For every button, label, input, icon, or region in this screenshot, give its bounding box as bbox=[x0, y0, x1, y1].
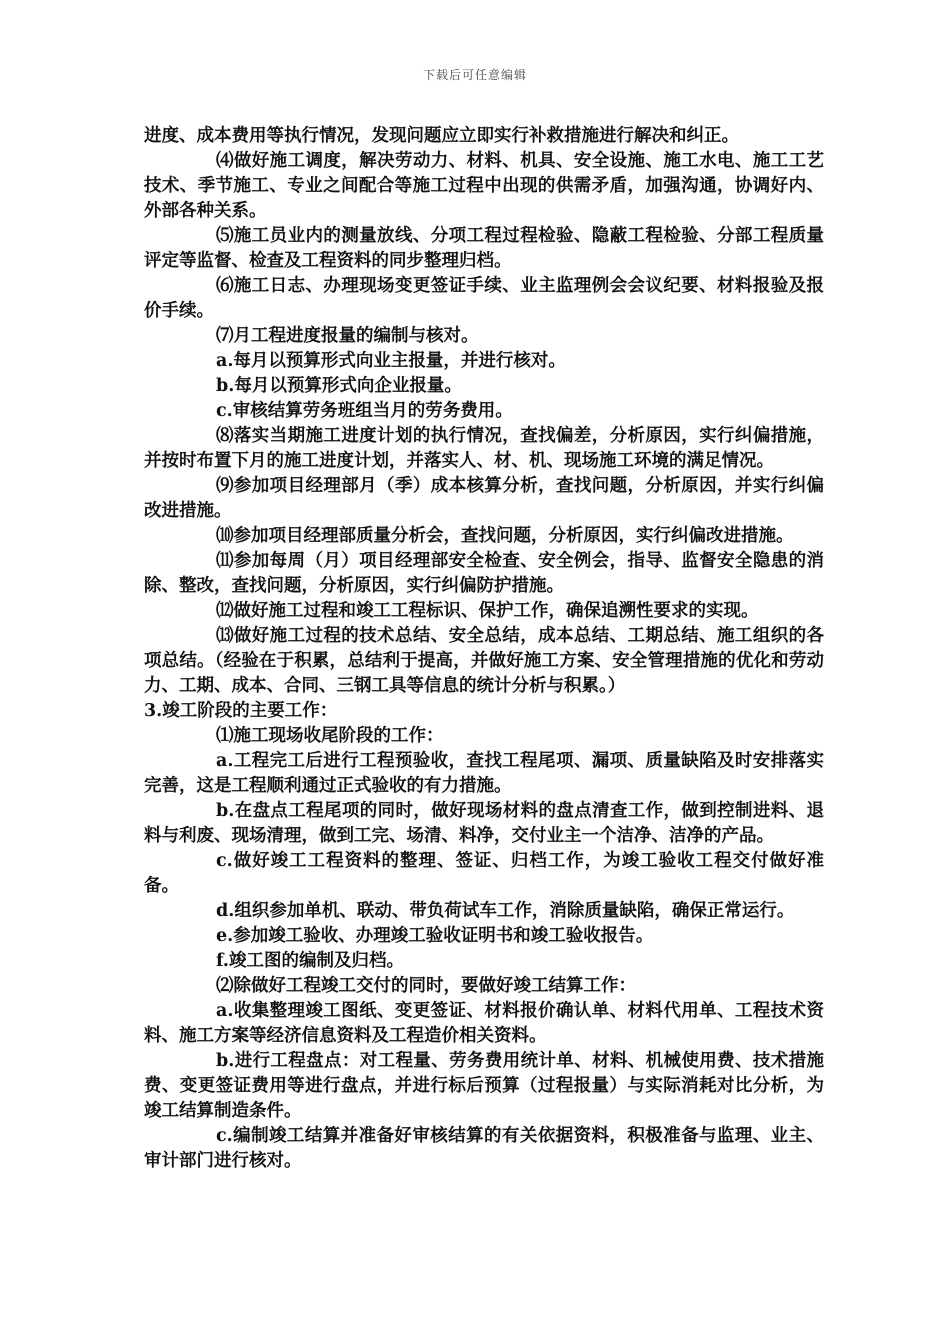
paragraph: 进度、成本费用等执行情况，发现问题应立即实行补救措施进行解决和纠正。 bbox=[144, 126, 739, 146]
paragraph: f.竣工图的编制及归档。 bbox=[216, 951, 404, 971]
paragraph: ⑼参加项目经理部月（季）成本核算分析，查找问题，分析原因，并实行纠偏改进措施。 bbox=[144, 476, 824, 521]
paragraph: a.每月以预算形式向业主报量，并进行核对。 bbox=[216, 351, 566, 371]
paragraph: ⑽参加项目经理部质量分析会，查找问题，分析原因，实行纠偏改进措施。 bbox=[216, 526, 794, 546]
paragraph: d.组织参加单机、联动、带负荷试车工作，消除质量缺陷，确保正常运行。 bbox=[216, 901, 795, 921]
paragraph: ⑻落实当期施工进度计划的执行情况，查找偏差，分析原因，实行纠偏措施，并按时布置下月的施工进度计划，并落实人、材、机、现场施工环境的满足情况。 bbox=[144, 426, 824, 471]
paragraph: ⑵除做好工程竣工交付的同时，要做好竣工结算工作： bbox=[216, 976, 636, 996]
paragraph: b.进行工程盘点：对工程量、劳务费用统计单、材料、机械使用费、技术措施费、变更签证费用等进行盘点，并进行标后预算（过程报量）与实际消耗对比分析，为竣工结算制造条件。 bbox=[144, 1051, 824, 1121]
paragraph: ⒀做好施工过程的技术总结、安全总结，成本总结、工期总结、施工组织的各项总结。（经验在于积累，总结利于提高，并做好施工方案、安全管理措施的优化和劳动力、工期、成本、合同、三钢工具等信息的统计分析与积累。） bbox=[144, 626, 824, 696]
paragraph: ⑿做好施工过程和竣工工程标识、保护工作，确保追溯性要求的实现。 bbox=[216, 601, 759, 621]
page-header: 下载后可任意编辑 bbox=[422, 68, 527, 82]
paragraph: e.参加竣工验收、办理竣工验收证明书和竣工验收报告。 bbox=[216, 926, 654, 946]
paragraph: ⑾参加每周（月）项目经理部安全检查、安全例会，指导、监督安全隐患的消除、整改，查找问题，分析原因，实行纠偏防护措施。 bbox=[144, 551, 824, 596]
paragraph: b.每月以预算形式向企业报量。 bbox=[216, 376, 462, 396]
paragraph: c.做好竣工工程资料的整理、签证、归档工作，为竣工验收工程交付做好准备。 bbox=[144, 851, 824, 896]
paragraph: ⑷做好施工调度，解决劳动力、材料、机具、安全设施、施工水电、施工工艺技术、季节施工、专业之间配合等施工过程中出现的供需矛盾，加强沟通，协调好内、外部各种关系。 bbox=[144, 151, 824, 221]
paragraph: a.收集整理竣工图纸、变更签证、材料报价确认单、材料代用单、工程技术资料、施工方案等经济信息资料及工程造价相关资料。 bbox=[144, 1001, 824, 1046]
document-body bbox=[144, 124, 824, 1174]
paragraph: c.编制竣工结算并准备好审核结算的有关依据资料，积极准备与监理、业主、审计部门进行核对。 bbox=[144, 1126, 824, 1171]
paragraph: a.工程完工后进行工程预验收，查找工程尾项、漏项、质量缺陷及时安排落实完善，这是工程顺利通过正式验收的有力措施。 bbox=[144, 751, 824, 796]
paragraph: b.在盘点工程尾项的同时，做好现场材料的盘点清查工作，做到控制进料、退料与利废、现场清理，做到工完、场清、料净，交付业主一个洁净、洁净的产品。 bbox=[144, 801, 824, 846]
paragraph: ⑴施工现场收尾阶段的工作： bbox=[216, 726, 444, 746]
paragraph: ⑺月工程进度报量的编制与核对。 bbox=[216, 326, 479, 346]
section-heading: 3.竣工阶段的主要工作： bbox=[144, 701, 338, 721]
paragraph: ⑹施工日志、办理现场变更签证手续、业主监理例会会议纪要、材料报验及报价手续。 bbox=[144, 276, 824, 321]
paragraph: ⑸施工员业内的测量放线、分项工程过程检验、隐蔽工程检验、分部工程质量评定等监督、检查及工程资料的同步整理归档。 bbox=[144, 226, 824, 271]
paragraph: c.审核结算劳务班组当月的劳务费用。 bbox=[216, 401, 513, 421]
